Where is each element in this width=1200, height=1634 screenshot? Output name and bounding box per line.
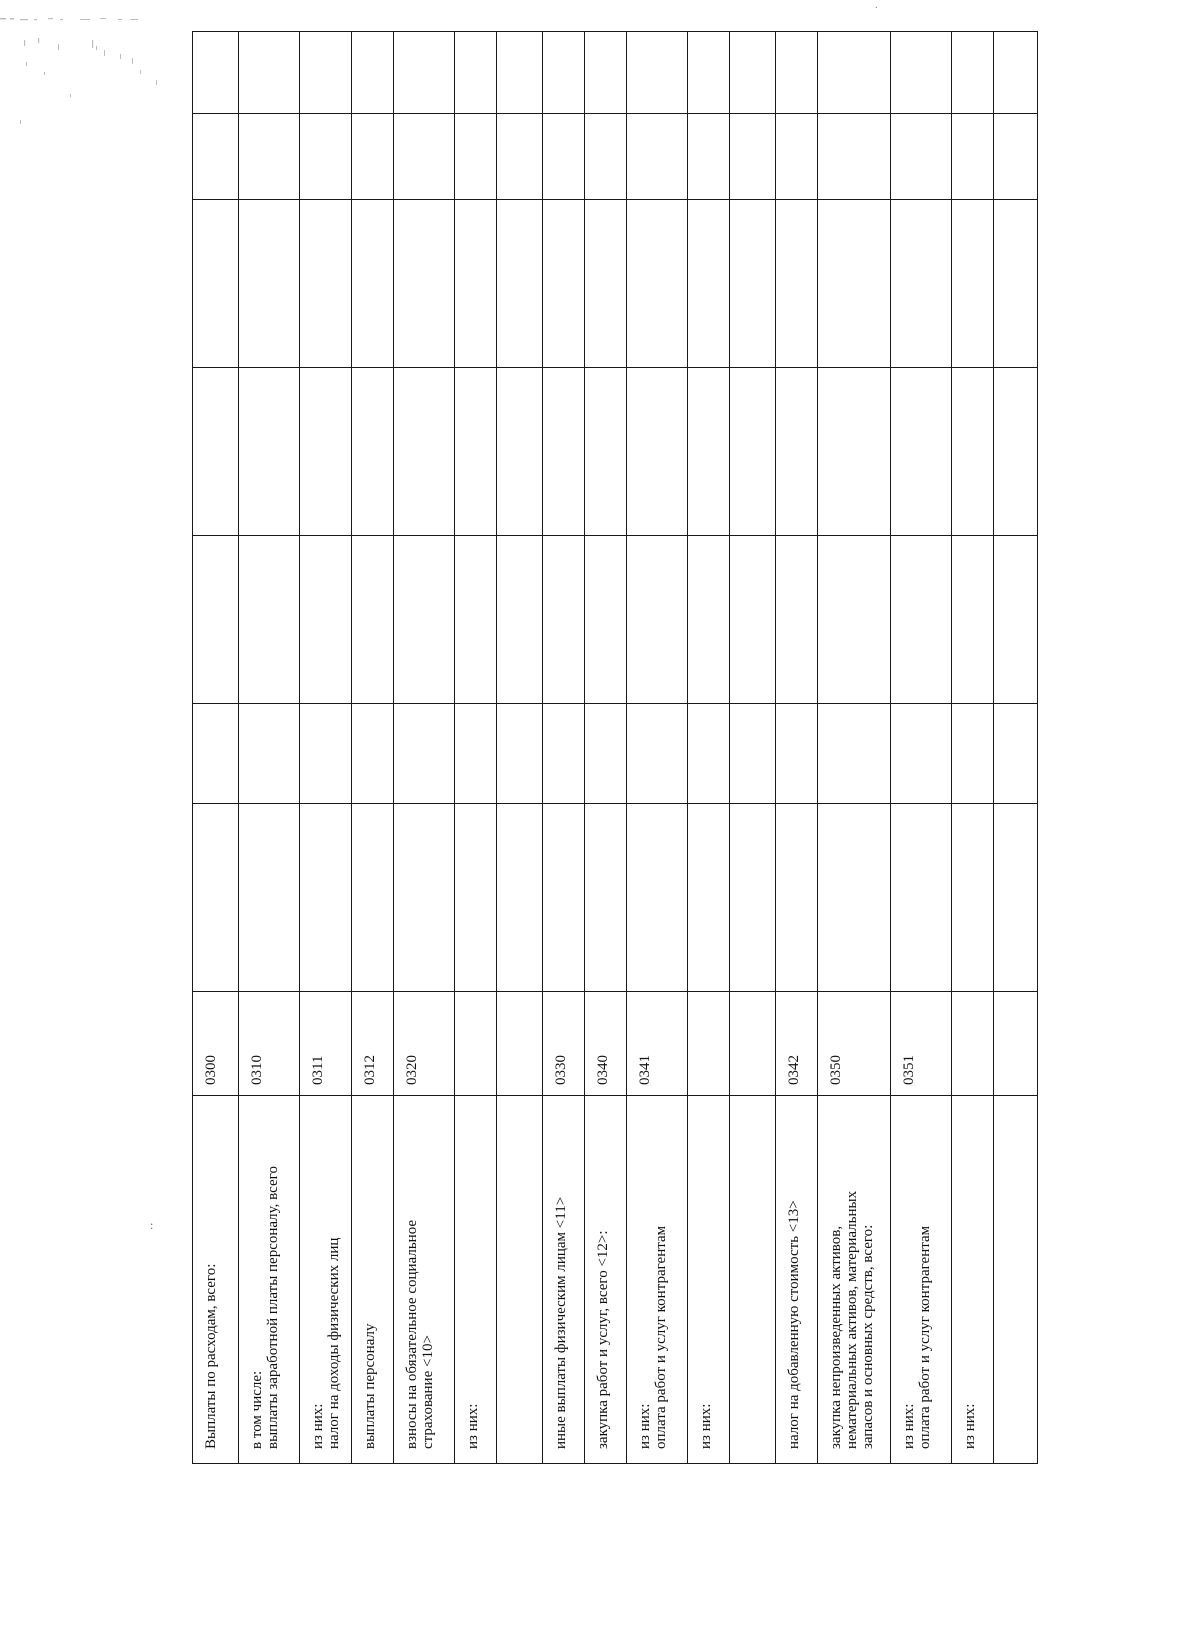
value-cell: [626, 536, 687, 704]
value-cell: [687, 536, 729, 704]
value-cell: [193, 536, 239, 704]
row-code-cell: [687, 992, 729, 1096]
row-label-line: закупка работ и услуг, всего <12>:: [595, 1230, 612, 1449]
table-row: [239, 32, 300, 1464]
value-cell: [394, 804, 455, 992]
row-label-cell: [626, 1096, 687, 1464]
row-label-cell: [299, 1096, 351, 1464]
table-row: [775, 32, 817, 1464]
table-row: [951, 32, 993, 1464]
value-cell: [543, 114, 585, 200]
value-cell: [352, 704, 394, 804]
row-code-cell: 0340: [585, 992, 627, 1096]
row-label-line: налог на добавленную стоимость <13>: [785, 1200, 802, 1449]
row-code-cell: 0311: [299, 992, 351, 1096]
value-cell: [729, 368, 775, 536]
row-label-line: оплата работ и услуг контрагентам: [652, 1225, 669, 1449]
row-code-cell: [496, 992, 542, 1096]
value-cell: [585, 804, 627, 992]
value-cell: [239, 32, 300, 114]
value-cell: [496, 368, 542, 536]
value-cell: [891, 32, 952, 114]
row-label-line: из них:: [961, 1403, 978, 1449]
value-cell: [193, 368, 239, 536]
value-cell: [394, 32, 455, 114]
value-cell: [729, 704, 775, 804]
table-row: [299, 32, 351, 1464]
row-label-line: Выплаты по расходам, всего:: [203, 1263, 219, 1449]
row-label-cell: [775, 1096, 817, 1464]
value-cell: [993, 114, 1037, 200]
row-label-line: оплата работ и услуг контрагентам: [917, 1225, 934, 1449]
row-label-line: запасов и основных средств, всего:: [859, 1224, 876, 1449]
table-row: [585, 32, 627, 1464]
value-cell: [626, 804, 687, 992]
row-code-cell: 0310: [239, 992, 300, 1096]
value-cell: [193, 200, 239, 368]
value-cell: [729, 200, 775, 368]
table-row: [729, 32, 775, 1464]
value-cell: [239, 804, 300, 992]
value-cell: [891, 114, 952, 200]
row-label-line: в том числе:: [249, 1370, 266, 1449]
value-cell: [239, 536, 300, 704]
row-label-cell: [951, 1096, 993, 1464]
value-cell: [993, 704, 1037, 804]
row-label-line: закупка непроизведенных активов,: [827, 1225, 844, 1449]
table-row: [543, 32, 585, 1464]
row-code-cell: [455, 992, 497, 1096]
row-label-line: из них:: [465, 1403, 482, 1449]
row-code-cell: 0330: [543, 992, 585, 1096]
row-code-cell: [729, 992, 775, 1096]
value-cell: [496, 804, 542, 992]
value-cell: [951, 804, 993, 992]
value-cell: [817, 32, 890, 114]
row-code-cell: 0350: [817, 992, 890, 1096]
row-label-line: страхование <10>: [420, 1335, 437, 1449]
value-cell: [687, 704, 729, 804]
value-cell: [455, 114, 497, 200]
value-cell: [299, 200, 351, 368]
value-cell: [496, 536, 542, 704]
value-cell: [626, 704, 687, 804]
value-cell: [455, 804, 497, 992]
value-cell: [775, 32, 817, 114]
value-cell: [352, 536, 394, 704]
value-cell: [543, 704, 585, 804]
row-code-cell: 0342: [775, 992, 817, 1096]
row-label-line: выплаты заработной платы персоналу, всего: [265, 1166, 282, 1449]
value-cell: [299, 804, 351, 992]
value-cell: [951, 114, 993, 200]
value-cell: [394, 200, 455, 368]
value-cell: [543, 368, 585, 536]
value-cell: [687, 32, 729, 114]
table-row: [455, 32, 497, 1464]
table-row: [891, 32, 952, 1464]
value-cell: [951, 200, 993, 368]
table-row: [394, 32, 455, 1464]
value-cell: [394, 114, 455, 200]
row-label-cell: [687, 1096, 729, 1464]
rotated-table-wrapper: [192, 32, 1038, 1464]
row-label-cell: [352, 1096, 394, 1464]
value-cell: [775, 704, 817, 804]
value-cell: [585, 704, 627, 804]
value-cell: [585, 114, 627, 200]
value-cell: [951, 536, 993, 704]
value-cell: [543, 200, 585, 368]
value-cell: [455, 536, 497, 704]
value-cell: [817, 368, 890, 536]
value-cell: [585, 368, 627, 536]
table-body: [193, 32, 1038, 1464]
table-row: [626, 32, 687, 1464]
value-cell: [352, 200, 394, 368]
scan-corner-mark: .: [875, 0, 878, 11]
row-label-cell: [817, 1096, 890, 1464]
value-cell: [817, 200, 890, 368]
row-label-cell: [239, 1096, 300, 1464]
value-cell: [299, 114, 351, 200]
value-cell: [687, 368, 729, 536]
row-code-cell: 0312: [352, 992, 394, 1096]
row-label-line: нематериальных активов, материальных: [843, 1190, 860, 1449]
value-cell: [993, 536, 1037, 704]
value-cell: [687, 200, 729, 368]
row-label-cell: [496, 1096, 542, 1464]
value-cell: [891, 704, 952, 804]
value-cell: [951, 32, 993, 114]
value-cell: [299, 368, 351, 536]
row-label-cell: [729, 1096, 775, 1464]
row-label-cell: [585, 1096, 627, 1464]
row-label-line: иные выплаты физическим лицам <11>: [553, 1196, 570, 1449]
value-cell: [775, 804, 817, 992]
value-cell: [299, 32, 351, 114]
row-code-cell: [951, 992, 993, 1096]
value-cell: [775, 114, 817, 200]
scan-speckle: [0, 10, 180, 140]
scan-stray-mark: :: [150, 1218, 154, 1232]
value-cell: [352, 32, 394, 114]
value-cell: [239, 200, 300, 368]
value-cell: [543, 536, 585, 704]
value-cell: [817, 804, 890, 992]
table-row: [496, 32, 542, 1464]
value-cell: [352, 114, 394, 200]
value-cell: [993, 804, 1037, 992]
value-cell: [299, 704, 351, 804]
table-row: [993, 32, 1037, 1464]
value-cell: [239, 704, 300, 804]
value-cell: [891, 536, 952, 704]
value-cell: [352, 368, 394, 536]
value-cell: [543, 804, 585, 992]
row-code-cell: 0300: [193, 992, 239, 1096]
value-cell: [193, 32, 239, 114]
value-cell: [585, 200, 627, 368]
row-code-cell: 0341: [626, 992, 687, 1096]
value-cell: [193, 804, 239, 992]
row-code-cell: 0320: [394, 992, 455, 1096]
payments-table: [192, 31, 1038, 1464]
value-cell: [775, 368, 817, 536]
value-cell: [496, 114, 542, 200]
value-cell: [817, 536, 890, 704]
row-label-cell: [543, 1096, 585, 1464]
value-cell: [891, 804, 952, 992]
row-label-line: выплаты персоналу: [362, 1323, 379, 1449]
row-label-line: из них:: [636, 1403, 653, 1449]
value-cell: [193, 704, 239, 804]
value-cell: [687, 804, 729, 992]
value-cell: [455, 704, 497, 804]
row-label-cell: [193, 1096, 239, 1464]
value-cell: [496, 32, 542, 114]
value-cell: [193, 114, 239, 200]
value-cell: [993, 200, 1037, 368]
value-cell: [729, 536, 775, 704]
value-cell: [729, 804, 775, 992]
row-label-cell: [394, 1096, 455, 1464]
value-cell: [585, 32, 627, 114]
value-cell: [239, 368, 300, 536]
value-cell: [626, 368, 687, 536]
value-cell: [496, 200, 542, 368]
value-cell: [626, 200, 687, 368]
row-label-cell: [455, 1096, 497, 1464]
row-label-cell: [891, 1096, 952, 1464]
value-cell: [543, 32, 585, 114]
value-cell: [394, 368, 455, 536]
row-label-line: налог на доходы физических лиц: [325, 1237, 342, 1449]
value-cell: [626, 114, 687, 200]
row-code-cell: [993, 992, 1037, 1096]
value-cell: [775, 200, 817, 368]
value-cell: [352, 804, 394, 992]
value-cell: [817, 114, 890, 200]
value-cell: [993, 368, 1037, 536]
row-label-line: из них:: [697, 1403, 714, 1449]
row-label-line: из них:: [309, 1403, 326, 1449]
value-cell: [455, 200, 497, 368]
table-row: [352, 32, 394, 1464]
value-cell: [626, 32, 687, 114]
value-cell: [496, 704, 542, 804]
value-cell: [993, 32, 1037, 114]
table-row: [687, 32, 729, 1464]
row-label-line: взносы на обязательное социальное: [404, 1219, 421, 1449]
value-cell: [891, 368, 952, 536]
value-cell: [951, 368, 993, 536]
row-label-line: из них:: [901, 1403, 918, 1449]
value-cell: [729, 114, 775, 200]
value-cell: [299, 536, 351, 704]
value-cell: [585, 536, 627, 704]
value-cell: [687, 114, 729, 200]
table-row: [817, 32, 890, 1464]
row-label-cell: [993, 1096, 1037, 1464]
value-cell: [394, 704, 455, 804]
value-cell: [817, 704, 890, 804]
value-cell: [729, 32, 775, 114]
value-cell: [775, 536, 817, 704]
value-cell: [455, 32, 497, 114]
value-cell: [394, 536, 455, 704]
row-code-cell: 0351: [891, 992, 952, 1096]
table-row: [193, 32, 239, 1464]
value-cell: [951, 704, 993, 804]
value-cell: [455, 368, 497, 536]
value-cell: [239, 114, 300, 200]
value-cell: [891, 200, 952, 368]
